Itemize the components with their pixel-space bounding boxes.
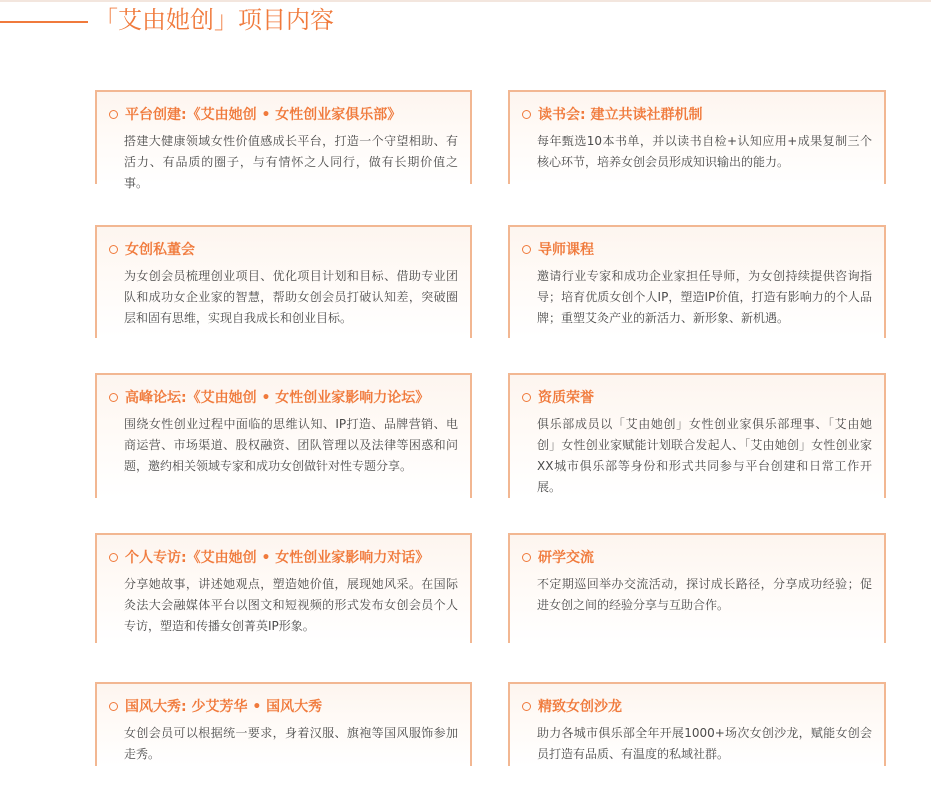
- circle-bullet-icon: [522, 110, 531, 119]
- circle-bullet-icon: [109, 553, 118, 562]
- section-header: [0, 4, 931, 38]
- circle-bullet-icon: [522, 245, 531, 254]
- item-description: 女创会员可以根据统一要求，身着汉服、旗袍等国风服饰参加走秀。: [124, 726, 458, 761]
- item-description: 邀请行业专家和成功企业家担任导师，为女创持续提供咨询指导；培育优质女创个人IP，塑造IP价值，打造有影响力的个人品牌；重塑艾灸产业的新活力、新形象、新机遇。: [537, 269, 872, 325]
- item-card-platform: [95, 90, 472, 190]
- item-description: 每年甄选10本书单，并以读书自检+认知应用+成果复制三个核心环节，培养女创会员形成知识输出的能力。: [537, 134, 872, 169]
- item-title: 研学交流: [538, 550, 594, 566]
- header-accent-line: [0, 21, 88, 23]
- item-title: 资质荣誉: [538, 390, 594, 406]
- item-title: 国风大秀: 少艾芳华 • 国风大秀: [125, 699, 323, 715]
- circle-bullet-icon: [522, 393, 531, 402]
- circle-bullet-icon: [109, 110, 118, 119]
- item-description: 围绕女性创业过程中面临的思维认知、IP打造、品牌营销、电商运营、市场渠道、股权融资、团队管理以及法律等困惑和问题，邀约相关领域专家和成功女创做针对性专题分享。: [124, 417, 458, 473]
- item-title: 高峰论坛:《艾由她创 • 女性创业家影响力论坛》: [125, 390, 430, 406]
- item-title: 平台创建:《艾由她创 • 女性创业家俱乐部》: [125, 107, 402, 123]
- item-card-qualifications: [508, 373, 886, 498]
- item-card-fashion-show: [95, 682, 472, 766]
- item-card-summit-forum: [95, 373, 472, 498]
- circle-bullet-icon: [522, 702, 531, 711]
- circle-bullet-icon: [522, 553, 531, 562]
- item-description: 俱乐部成员以「艾由她创」女性创业家俱乐部理事、「艾由她创」女性创业家赋能计划联合发起人、「艾由她创」女性创业家XX城市俱乐部等身份和形式共同参与平台创建和日常工作开展。: [537, 417, 872, 494]
- item-title: 导师课程: [538, 242, 594, 258]
- item-title: 精致女创沙龙: [538, 699, 622, 715]
- item-card-mentor-courses: [508, 225, 886, 338]
- circle-bullet-icon: [109, 393, 118, 402]
- top-divider: [0, 0, 931, 2]
- item-description: 搭建大健康领域女性价值感成长平台，打造一个守望相助、有活力、有品质的圈子，与有情怀之人同行，做有长期价值之事。: [124, 134, 458, 190]
- item-card-book-club: [508, 90, 886, 184]
- item-description: 为女创会员梳理创业项目、优化项目计划和目标、借助专业团队和成功女企业家的智慧，帮助女创会员打破认知差，突破圈层和固有思维，实现自我成长和创业目标。: [124, 269, 458, 325]
- item-card-salon: [508, 682, 886, 766]
- page-title: 「艾由她创」项目内容: [94, 6, 334, 34]
- circle-bullet-icon: [109, 702, 118, 711]
- item-description: 不定期巡回举办交流活动，探讨成长路径，分享成功经验；促进女创之间的经验分享与互助合作。: [537, 577, 872, 612]
- item-card-study-exchange: [508, 533, 886, 643]
- circle-bullet-icon: [109, 245, 118, 254]
- item-description: 助力各城市俱乐部全年开展1000+场次女创沙龙，赋能女创会员打造有品质、有温度的私域社群。: [537, 726, 872, 761]
- item-card-private-board: [95, 225, 472, 338]
- item-title: 女创私董会: [125, 242, 195, 258]
- item-card-interview: [95, 533, 472, 643]
- item-description: 分享她故事，讲述她观点，塑造她价值，展现她风采。在国际灸法大会融媒体平台以图文和短视频的形式发布女创会员个人专访，塑造和传播女创菁英IP形象。: [124, 577, 458, 633]
- item-title: 读书会: 建立共读社群机制: [538, 107, 703, 123]
- item-title: 个人专访:《艾由她创 • 女性创业家影响力对话》: [125, 550, 430, 566]
